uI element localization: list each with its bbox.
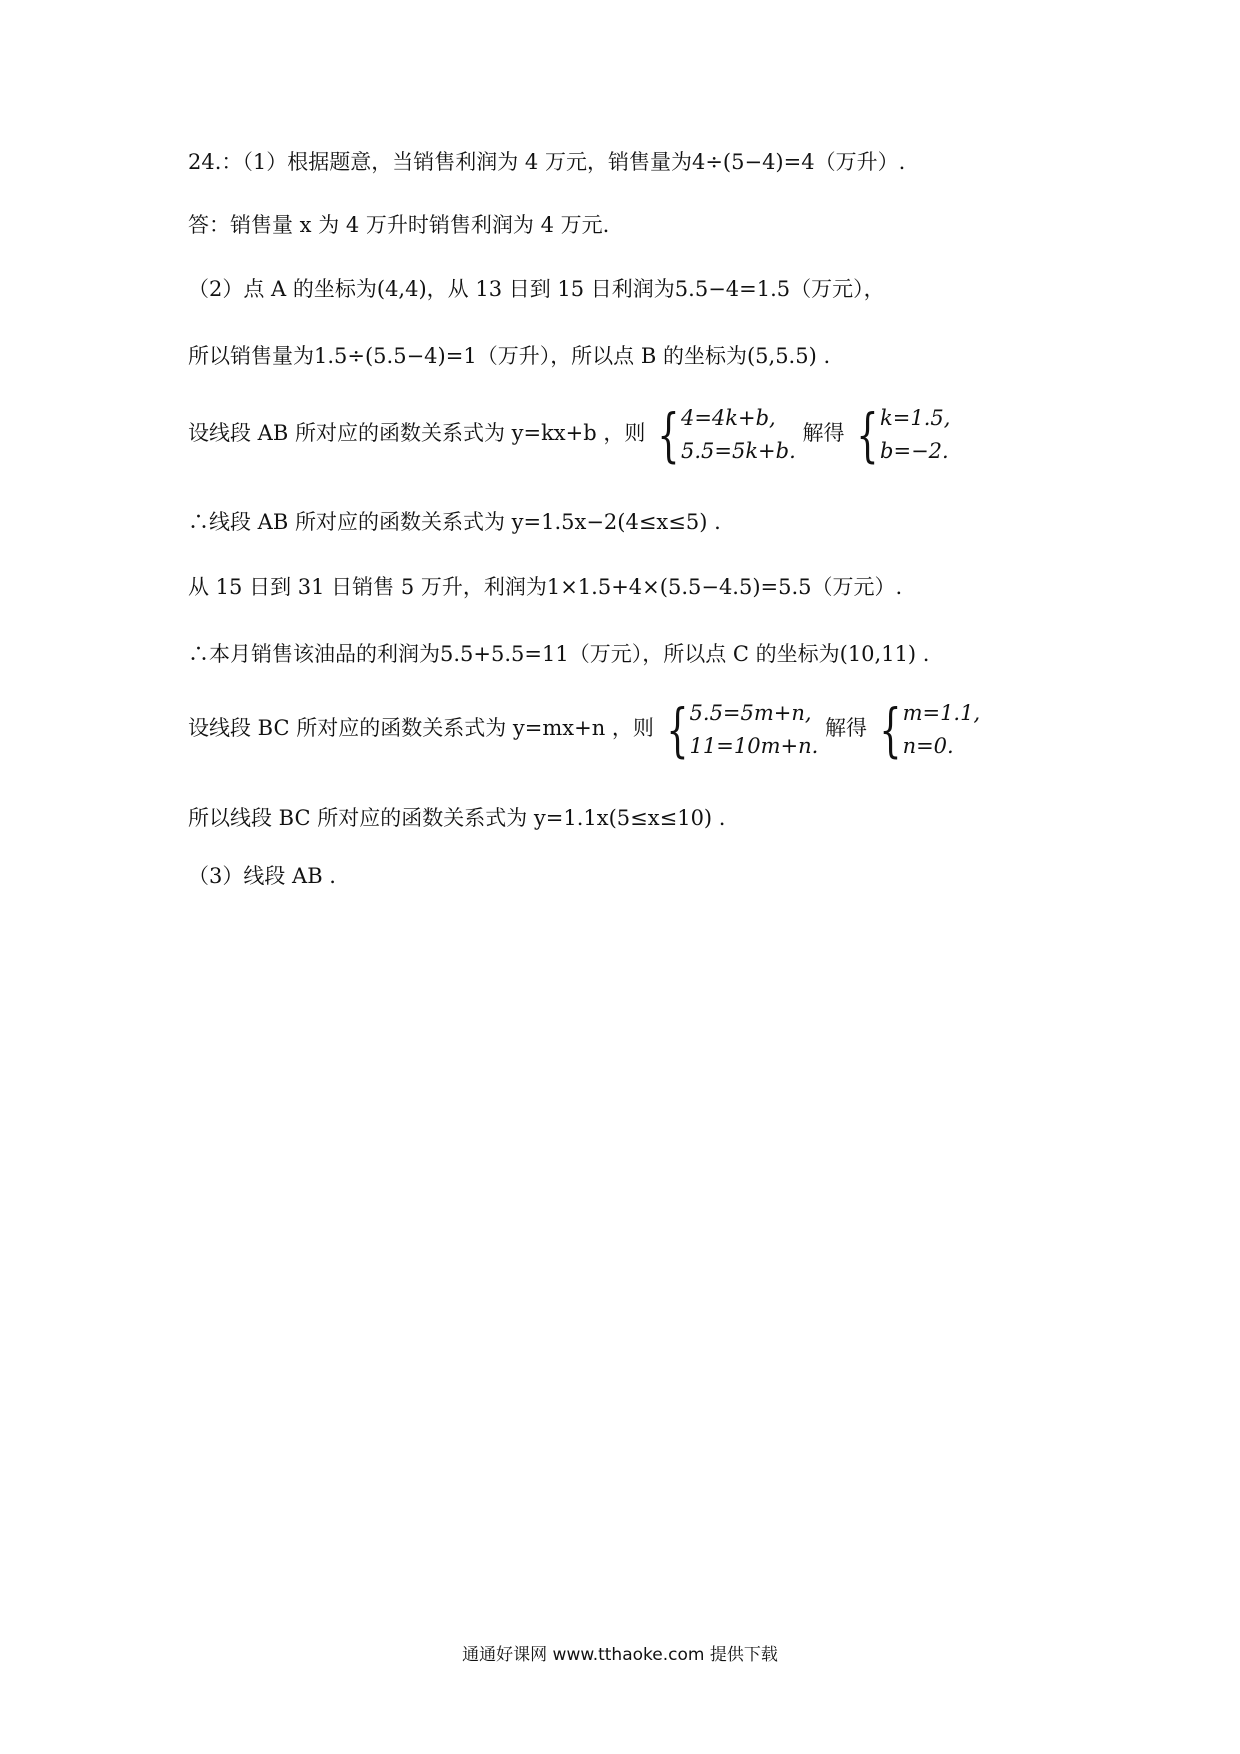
line-5-prefix: 设线段 AB 所对应的函数关系式为 y=kx+b ，则 [188,421,646,446]
line-5 [188,402,950,467]
line-4: 所以销售量为1.5÷(5.5−4)=1（万升），所以点 B 的坐标为(5,5.5) . [188,344,831,368]
solution-2b: n=0. [902,733,954,758]
brace-icon: { [657,400,680,469]
solution-1b: b=−2. [880,438,949,463]
solution-system-1 [851,402,950,467]
equation-1a: 4=4k+b, [680,406,776,430]
equation-1b: 5.5=5k+b. [680,438,796,463]
brace-icon: { [879,695,902,764]
line-7: 从 15 日到 31 日销售 5 万升，利润为1×1.5+4×(5.5−4.5)=5.5（万元）. [188,575,903,599]
line-3: （2）点 A 的坐标为(4,4)，从 13 日到 15 日利润为5.5−4=1.5（万元）， [188,277,885,301]
brace-icon: { [856,400,879,469]
page-footer: 通通好课网 www.tthaoke.com 提供下载 [462,1645,778,1665]
line-5-mid: 解得 [802,421,845,446]
line-11: （3）线段 AB . [188,864,336,888]
equation-system-2 [661,697,819,762]
brace-icon: { [666,695,689,764]
line-8: ∴本月销售该油品的利润为5.5+5.5=11（万元），所以点 C 的坐标为(10,11) . [188,642,930,666]
line-9-prefix: 设线段 BC 所对应的函数关系式为 y=mx+n ，则 [188,716,654,741]
equation-2b: 11=10m+n. [689,733,819,758]
solution-system-2 [874,697,981,762]
line-6: ∴线段 AB 所对应的函数关系式为 y=1.5x−2(4≤x≤5) . [188,510,721,534]
line-1: 24.：（1）根据题意，当销售利润为 4 万元，销售量为4÷(5−4)=4（万升）. [188,150,906,174]
line-10: 所以线段 BC 所对应的函数关系式为 y=1.1x(5≤x≤10) . [188,806,726,830]
equation-system-1 [652,402,796,467]
solution-1a: k=1.5, [880,406,951,430]
solution-2a: m=1.1, [902,701,981,725]
equation-2a: 5.5=5m+n, [689,701,812,725]
line-2: 答：销售量 x 为 4 万升时销售利润为 4 万元. [188,213,610,237]
line-9-mid: 解得 [824,716,867,741]
line-9 [188,697,980,762]
